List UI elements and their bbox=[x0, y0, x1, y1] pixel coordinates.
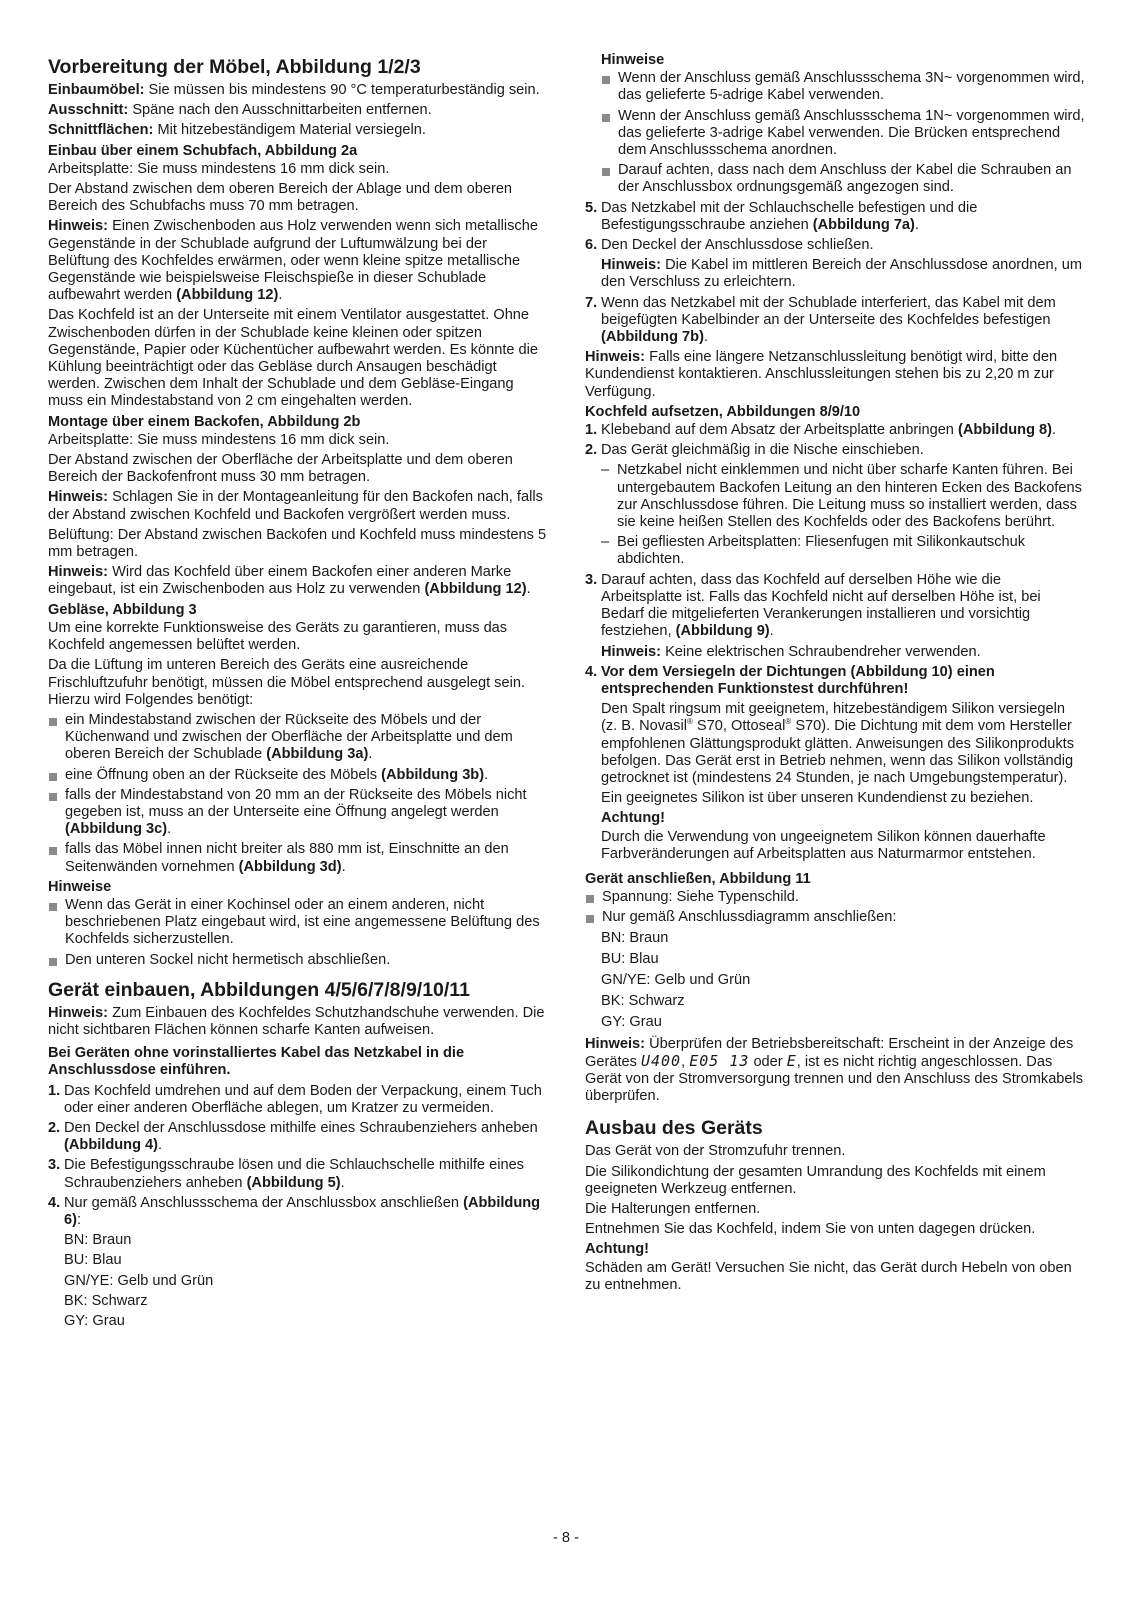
color-code: GY: Grau bbox=[601, 1014, 662, 1031]
color-code: BK: Schwarz bbox=[64, 1292, 148, 1309]
paragraph-schnittflaechen: Schnittflächen: Mit hitzebeständigem Material versiegeln. bbox=[48, 122, 426, 139]
section-title-einbauen: Gerät einbauen, Abbildungen 4/5/6/7/8/9/10/11 bbox=[48, 978, 470, 1001]
display-code-e: E bbox=[786, 1051, 797, 1070]
list-item: Wenn der Anschluss gemäß Anschlussschema 3N~ vorgenommen wird, das gelieferte 5-adrige Kabel verwenden. bbox=[601, 70, 1085, 104]
color-code: BU: Blau bbox=[64, 1252, 122, 1269]
dash-item: – Netzkabel nicht einklemmen und nicht über scharfe Kanten führen. Bei untergebautem Backofen Leitung an den hinteren Ecken des Backofens zur Anschlussdose führen. Die Leitung muss so installiert werden, dass sie keine heißen Stellen des Kochfelds oder des Backofens berührt. bbox=[601, 462, 1082, 531]
subheading-geblaese: Gebläse, Abbildung 3 bbox=[48, 601, 197, 618]
step-3: 3. Darauf achten, dass das Kochfeld auf derselben Höhe wie die Arbeitsplatte ist. Falls das Kochfeld nicht auf derselben Höhe ist, bei Bedarf die mitgelieferten Verankerungen installieren und vorsichtig festziehen, (Abbildung 9). bbox=[585, 571, 1041, 640]
page-number: - 8 - bbox=[553, 1530, 579, 1546]
section-title-vorbereitung: Vorbereitung der Möbel, Abbildung 1/2/3 bbox=[48, 56, 421, 78]
list-item: Spannung: Siehe Typenschild. bbox=[585, 889, 1085, 906]
note-kabel-mitte: Hinweis: Die Kabel im mittleren Bereich der Anschlussdose anordnen, um den Verschluss zu erleichtern. bbox=[601, 257, 1083, 291]
dash-item: – Bei gefliesten Arbeitsplatten: Fliesenfugen mit Silikonkautschuk abdichten. bbox=[601, 534, 1026, 568]
paragraph: Der Abstand zwischen dem oberen Bereich der Ablage und dem oberen Bereich des Schubfachs muss 70 mm betragen. bbox=[48, 181, 513, 215]
warning-heading: Achtung! bbox=[601, 810, 666, 827]
note-schraubendreher: Hinweis: Keine elektrischen Schraubendreher verwenden. bbox=[601, 643, 981, 660]
note-schutzhandschuhe: Hinweis: Zum Einbauen des Kochfeldes Schutzhandschuhe verwenden. Die nicht sichtbaren Flächen können scharfe Kanten aufweisen. bbox=[48, 1004, 545, 1038]
list-item: Wenn das Gerät in einer Kochinsel oder an einem anderen, nicht beschriebenen Platz eingebaut wird, ist eine angemessene Belüftung des Kochfelds sicherzustellen. bbox=[48, 897, 548, 949]
paragraph: Das Gerät von der Stromzufuhr trennen. bbox=[585, 1143, 846, 1160]
paragraph: Der Abstand zwischen der Oberfläche der Arbeitsplatte und dem oberen Bereich der Backofenfront muss 30 mm betragen. bbox=[48, 452, 513, 486]
bold-instruction: Bei Geräten ohne vorinstalliertes Kabel das Netzkabel in die Anschlussdose einführen. bbox=[48, 1045, 465, 1079]
subheading-hinweise: Hinweise bbox=[601, 52, 665, 68]
note-betriebsbereitschaft: Hinweis: Überprüfen der Betriebsbereitschaft: Erscheint in der Anzeige des Gerätes U400, E05 13 oder E, ist es nicht richtig angeschlossen. Das Gerät von der Stromversorgung trennen und den Anschluss des Stromkabels überprüfen. bbox=[585, 1035, 1084, 1105]
paragraph: Entnehmen Sie das Kochfeld, indem Sie von unten dagegen drücken. bbox=[585, 1221, 1036, 1238]
note-andere-marke: Hinweis: Wird das Kochfeld über einem Backofen einer anderen Marke eingebaut, ist ein Zwischenboden aus Holz zu verwenden (Abbildung 12). bbox=[48, 564, 531, 598]
step-2: 2. Den Deckel der Anschlussdose mithilfe eines Schraubenziehers anheben (Abbildung 4). bbox=[48, 1119, 538, 1154]
subheading-schubfach: Einbau über einem Schubfach, Abbildung 2a bbox=[48, 142, 358, 159]
section-title-ausbau: Ausbau des Geräts bbox=[585, 1117, 763, 1140]
paragraph-ausschnitt: Ausschnitt: Späne nach den Ausschnittarbeiten entfernen. bbox=[48, 102, 432, 119]
color-code: GN/YE: Gelb und Grün bbox=[64, 1272, 214, 1289]
paragraph: Um eine korrekte Funktionsweise des Geräts zu garantieren, muss das Kochfeld angemessen belüftet werden. bbox=[48, 619, 508, 654]
display-code-e0513: E05 13 bbox=[689, 1051, 750, 1070]
list-item: Darauf achten, dass nach dem Anschluss der Kabel die Schrauben an der Anschlussbox ordnungsgemäß angezogen sind. bbox=[601, 162, 1085, 196]
list-item: falls der Mindestabstand von 20 mm an der Rückseite des Möbels nicht gegeben ist, muss an der Unterseite eine Öffnung angelegt werden (Abbildung 3c). bbox=[48, 787, 548, 839]
display-code-u400: U400 bbox=[640, 1051, 682, 1070]
color-code: BN: Braun bbox=[601, 929, 669, 946]
paragraph-ventilator: Das Kochfeld ist an der Unterseite mit einem Ventilator ausgestattet. Ohne Zwischenboden dürfen in der Schublade keine kleinen oder spitzen Gegenstände, Papier oder Küchentücher aufbewahrt werden. Es könnte die Kühlung beeinträchtigt oder das Gebläse durch Ansaugen beschädigt werden. Zwischen dem Inhalt der Schublade und dem Gebläse-Eingang muss ein Mindestabstand von 2 cm eingehalten werden. bbox=[48, 307, 539, 410]
paragraph: Ein geeignetes Silikon ist über unseren Kundendienst zu beziehen. bbox=[601, 790, 1034, 807]
paragraph: Arbeitsplatte: Sie muss mindestens 16 mm dick sein. bbox=[48, 431, 390, 448]
paragraph: Da die Lüftung im unteren Bereich des Geräts eine ausreichende Frischluftzufuhr benötigt, müssen die Möbel entsprechend ausgelegt sein. Hierzu wird Folgendes benötigt: bbox=[48, 657, 526, 708]
list-item: Wenn der Anschluss gemäß Anschlussschema 1N~ vorgenommen wird, das gelieferte 3-adrige Kabel verwenden. Die Brücken entsprechend dem Anschlussschema anordnen. bbox=[601, 108, 1085, 160]
subheading-kochfeld-aufsetzen: Kochfeld aufsetzen, Abbildungen 8/9/10 bbox=[585, 403, 861, 420]
paragraph: Arbeitsplatte: Sie muss mindestens 16 mm dick sein. bbox=[48, 160, 390, 177]
warning-text: Schäden am Gerät! Versuchen Sie nicht, das Gerät durch Hebeln von oben zu entnehmen. bbox=[585, 1259, 1072, 1293]
warning-text: Durch die Verwendung von ungeeignetem Silikon können dauerhafte Farbveränderungen auf Arbeitsplatten aus Naturmarmor entstehen. bbox=[601, 828, 1046, 862]
color-code: BK: Schwarz bbox=[601, 993, 685, 1010]
paragraph-belueftung: Belüftung: Der Abstand zwischen Backofen und Kochfeld muss mindestens 5 mm betragen. bbox=[48, 526, 547, 561]
paragraph: Die Silikondichtung der gesamten Umrandung des Kochfelds mit einem geeigneten Werkzeug entfernen. bbox=[585, 1163, 1046, 1197]
right-column bbox=[585, 50, 1085, 1297]
step-3: 3. Die Befestigungsschraube lösen und die Schlauchschelle mithilfe eines Schraubenziehers anheben (Abbildung 5). bbox=[48, 1157, 524, 1191]
color-code: BN: Braun bbox=[64, 1232, 132, 1249]
color-code: GY: Grau bbox=[64, 1313, 125, 1329]
list-item: falls das Möbel innen nicht breiter als 880 mm ist, Einschnitte an den Seitenwänden vornehmen (Abbildung 3d). bbox=[48, 841, 548, 875]
note-netzanschlussleitung: Hinweis: Falls eine längere Netzanschlussleitung benötigt wird, bitte den Kundendienst kontaktieren. Anschlussleitungen stehen bis zu 2,20 m zur Verfügung. bbox=[585, 349, 1058, 400]
subheading-anschliessen: Gerät anschließen, Abbildung 11 bbox=[585, 870, 811, 887]
step-5: 5. Das Netzkabel mit der Schlauchschelle befestigen und die Befestigungsschraube anziehen (Abbildung 7a). bbox=[585, 199, 978, 233]
list-item: Den unteren Sockel nicht hermetisch abschließen. bbox=[48, 952, 548, 969]
step-1: 1. Das Kochfeld umdrehen und auf dem Boden der Verpackung, einem Tuch oder einer anderen Oberfläche ablegen, um Kratzer zu vermeiden. bbox=[48, 1082, 542, 1116]
step-4: 4. Nur gemäß Anschlussschema der Anschlussbox anschließen (Abbildung 6): bbox=[48, 1194, 541, 1228]
step-1: 1. Klebeband auf dem Absatz der Arbeitsplatte anbringen (Abbildung 8). bbox=[585, 422, 1057, 439]
color-code: BU: Blau bbox=[601, 950, 659, 967]
subheading-hinweise: Hinweise bbox=[48, 878, 112, 895]
list-item: Nur gemäß Anschlussdiagramm anschließen: bbox=[585, 909, 1085, 926]
color-code: GN/YE: Gelb und Grün bbox=[601, 971, 751, 988]
warning-heading: Achtung! bbox=[585, 1241, 650, 1258]
list-item: ein Mindestabstand zwischen der Rückseite des Möbels und der Küchenwand und zwischen der Oberfläche der Arbeitsplatte und dem oberen Bereich der Schublade (Abbildung 3a). bbox=[48, 712, 548, 764]
paragraph-silikon: Den Spalt ringsum mit geeignetem, hitzebeständigem Silikon versiegeln (z. B. Novasil® S70, Ottoseal® S70). Die Dichtung mit dem vom Hersteller empfohlenen Glättungsprodukt glätten. Anweisungen des Silikonprodukts befolgen. Das Gerät erst in Betrieb nehmen, wenn das Silikon vollständig getrocknet ist (mindestens 24 Stunden, je nach Umgebungstemperatur). bbox=[601, 701, 1074, 786]
step-6: 6. Den Deckel der Anschlussdose schließen. bbox=[585, 237, 874, 254]
paragraph: Die Halterungen entfernen. bbox=[585, 1200, 761, 1217]
step-2: 2. Das Gerät gleichmäßig in die Nische einschieben. bbox=[585, 442, 924, 459]
step-4: 4. Vor dem Versiegeln der Dichtungen (Abbildung 10) einen entsprechenden Funktionstest durchführen! bbox=[585, 663, 995, 697]
left-column bbox=[48, 50, 548, 1333]
note-montageanleitung: Hinweis: Schlagen Sie in der Montageanleitung für den Backofen nach, falls der Abstand zwischen Kochfeld und Backofen vergrößert werden muss. bbox=[48, 489, 543, 523]
subheading-backofen: Montage über einem Backofen, Abbildung 2b bbox=[48, 413, 361, 430]
note-zwischenboden: Hinweis: Einen Zwischenboden aus Holz verwenden wenn sich metallische Gegenstände in der Schublade aufgrund der Luftumwälzung bei der Belüftung des Kochfeldes erwärmen, oder wenn kleine spitze metallische Gegenstände wie beispielsweise Fleischspieße in dieser Schublade aufbewahrt werden (Abbildung 12). bbox=[48, 218, 538, 304]
step-7: 7. Wenn das Netzkabel mit der Schublade interferiert, das Kabel mit dem beigefügten Kabelbinder an der Unterseite des Kochfeldes befestigen (Abbildung 7b). bbox=[585, 294, 1056, 346]
list-item: eine Öffnung oben an der Rückseite des Möbels (Abbildung 3b). bbox=[48, 767, 548, 784]
paragraph-einbaumoebel: Einbaumöbel: Sie müssen bis mindestens 90 °C temperaturbeständig sein. bbox=[48, 82, 540, 98]
